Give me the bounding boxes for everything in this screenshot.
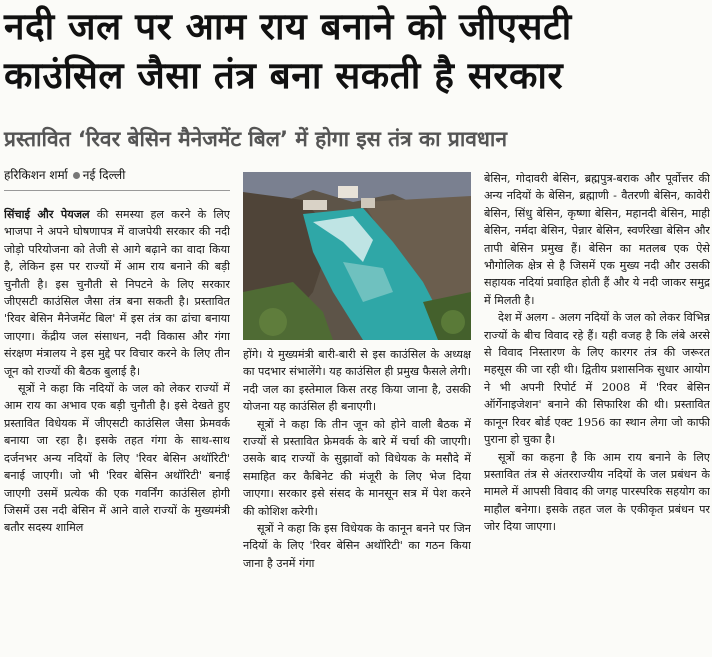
article-lead-in: सिंचाई और पेयजल <box>4 207 90 221</box>
byline-place: नई दिल्ली <box>82 168 126 182</box>
subheadline: प्रस्तावित ‘रिवर बेसिन मैनेजमेंट बिल’ में होगा इस तंत्र का प्रावधान <box>4 127 507 151</box>
article-column-2 <box>243 346 471 656</box>
article-column-1 <box>4 206 230 656</box>
byline-rule <box>4 190 230 191</box>
article-paragraph: सूत्रों का कहना है कि आम राय बनाने के लिए प्रस्तावित तंत्र से अंतरराज्यीय नदियों के जल प्रबंधन के मामले में आपसी विवाद की जगह पारस्परिक सहयोग का माहौल बनेगा। इसके तहत जल के एकीकृत प्रबंधन पर जोर दिया जाएगा। <box>484 450 710 534</box>
article-paragraph: बेसिन, गोदावरी बेसिन, ब्रह्मपुत्र-बराक और पूर्वोत्तर की अन्य नदियों के बेसिन, ब्रह्माणी - वैतरणी बेसिन, कावेरी बेसिन, सिंधु बेसिन, कृष्णा बेसिन, महानदी बेसिन, माही बेसिन, नर्मदा बेसिन, पेन्नार बेसिन, स्वर्णरेखा बेसिन और तापी बेसिन प्रमुख हैं। बेसिन का मतलब एक ऐसे भौगोलिक क्षेत्र से है जिसमें एक मुख्य नदी और उसकी सहायक नदियां प्रवाहित होती हैं और ये नदी जाकर समुद्र में मिलती है। <box>484 172 710 307</box>
headline-line-1: नदी जल पर आम राय बनाने को जीएसटी <box>4 5 572 48</box>
article-paragraph: सूत्रों ने कहा कि नदियों के जल को लेकर राज्यों में आम राय का अभाव एक बड़ी चुनौती है। इसे देखते हुए प्रस्तावित विधेयक में जीएसटी काउंसिल जैसा फ्रेमवर्क बनाया जा रहा है। इसके तहत गंगा के साथ-साथ दर्जनभर अन्य नदियों के लिए 'रिवर बेसिन अथॉरिटी' बनाई जाएगी। जो भी 'रिवर बेसिन अथॉरिटी' बनाई जाएगी उसमें प्रत्येक की एक गवर्निंग काउंसिल होगी जिसमें उस नदी बेसिन में आने वाले राज्यों के मुख्यमंत्री बतौर सदस्य शामिल <box>4 382 230 535</box>
river-ghat-photo <box>243 172 471 340</box>
article-paragraph: सूत्रों ने कहा कि तीन जून को होने वाली बैठक में राज्यों से प्रस्तावित फ्रेमवर्क के बारे में चर्चा की जाएगी। उसके बाद राज्यों के सुझावों को विधेयक के मसौदे में समाहित कर कैबिनेट की मंजूरी के लिए भेज दिया जाएगा। सरकार इसे संसद के मानसून सत्र में पेश करने की कोशिश करेगी। <box>243 417 471 518</box>
byline <box>4 166 230 184</box>
headline <box>4 2 708 100</box>
article-paragraph: होंगे। ये मुख्यमंत्री बारी-बारी से इस काउंसिल के अध्यक्ष का पदभार संभालेंगे। यह काउंसिल ही प्रमुख फैसले लेगी। नदी जल का इस्तेमाल किस तरह किया जाना है, उसकी योजना यह काउंसिल ही बनाएगी। <box>243 348 471 414</box>
article-column-3 <box>484 170 710 656</box>
article-paragraph: देश में अलग - अलग नदियों के जल को लेकर विभिन्न राज्यों के बीच विवाद रहे हैं। यही वजह है कि लंबे अरसे से विवाद निस्तारण के लिए कारगर तंत्र की जरूरत महसूस की जा रही थी। द्वितीय प्रशासनिक सुधार आयोग ने भी अपनी रिपोर्ट में 2008 में 'रिवर बेसिन ऑर्गेनाइजेशन' बनाने की सिफारिश की थी। प्रस्तावित कानून रिवर बोर्ड एक्ट 1956 का स्थान लेगा जो काफी पुराना हो चुका है। <box>484 311 710 447</box>
photo-illustration <box>243 172 471 340</box>
headline-line-2: काउंसिल जैसा तंत्र बना सकती है सरकार <box>4 54 564 97</box>
byline-separator-dot <box>73 172 80 179</box>
article-paragraph: सिंचाई और पेयजल की समस्या हल करने के लिए भाजपा ने अपने घोषणापत्र में वाजपेयी सरकार की नदी जोड़ो परियोजना को तेजी से आगे बढ़ाने का वादा किया है, लेकिन इस पर राज्यों में आम राय बनाने की बड़ी चुनौती है। इस चुनौती से निपटने के लिए सरकार जीएसटी काउंसिल जैसा तंत्र बना सकती है। प्रस्तावित 'रिवर बेसिन मैनेजमेंट बिल' में इस तंत्र का ढांचा बनाया जाएगा। केंद्रीय जल संसाधन, नदी विकास और गंगा संरक्षण मंत्रालय ने इस मुद्दे पर विचार करने के लिए तीन जून को राज्यों की बैठक बुलाई है। <box>4 207 230 378</box>
article-paragraph: सूत्रों ने कहा कि इस विधेयक के कानून बनने पर जिन नदियों के लिए 'रिवर बेसिन अथॉरिटी' का गठन किया जाना है उनमें गंगा <box>243 522 471 570</box>
byline-author: हरिकिशन शर्मा <box>4 168 68 182</box>
